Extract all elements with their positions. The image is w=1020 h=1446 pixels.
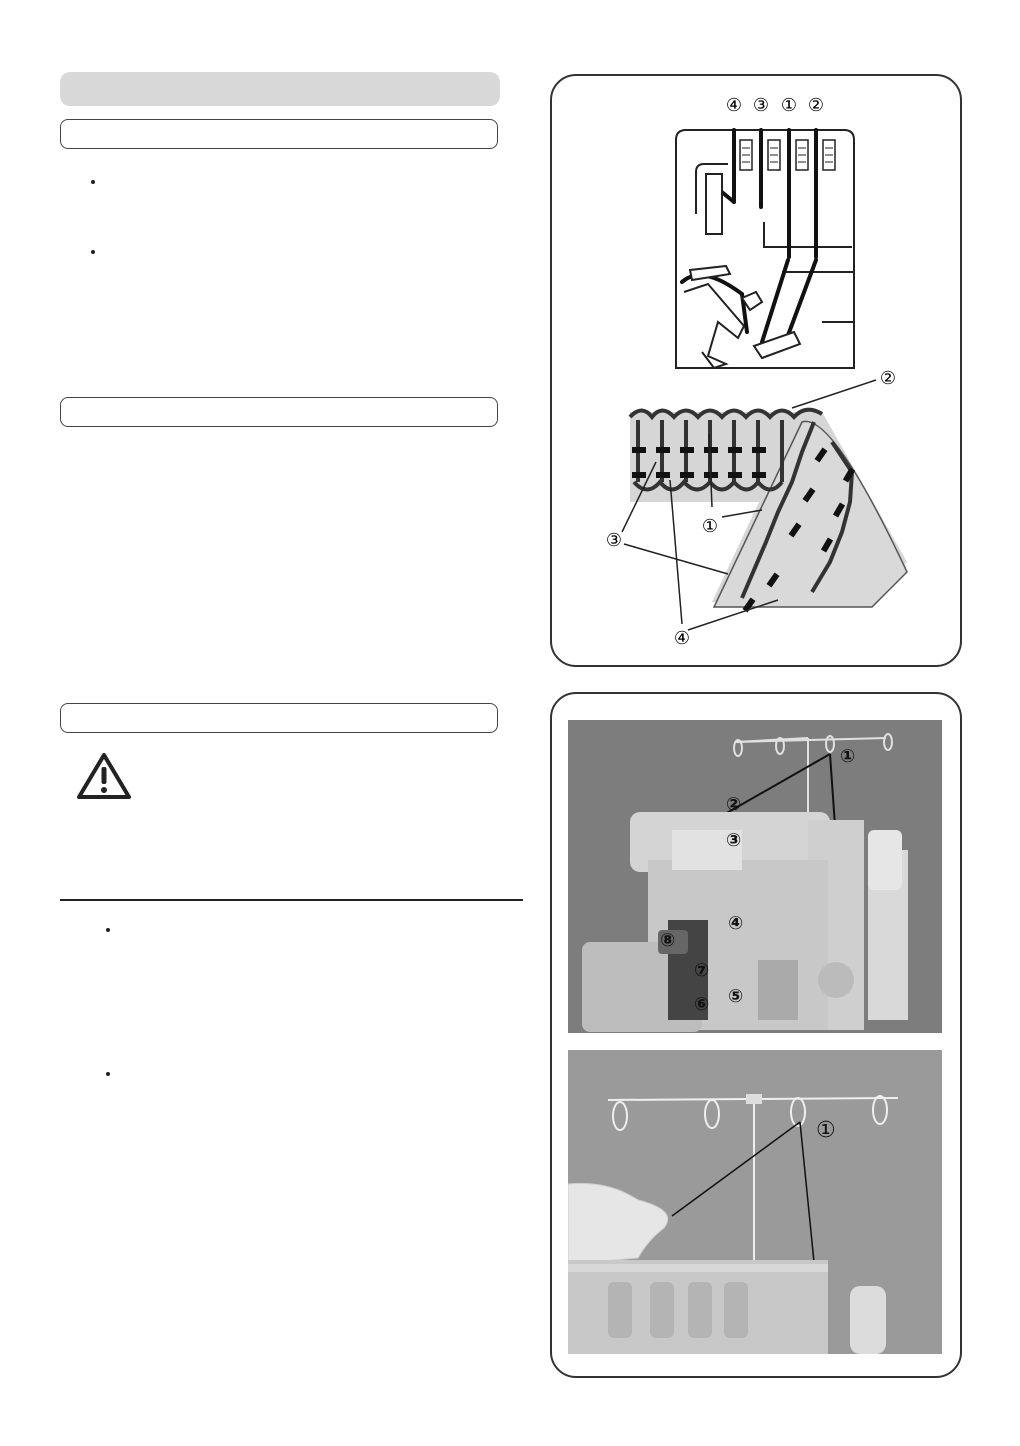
bullet-dot <box>91 180 95 184</box>
needle-marker: ② <box>807 95 825 116</box>
section-title-bar <box>60 72 500 106</box>
bullet-dot <box>106 1072 110 1076</box>
photo-marker: ④ <box>728 913 744 934</box>
warning-triangle-icon <box>76 752 132 800</box>
subheading-box-2 <box>60 397 498 427</box>
needle-marker: ③ <box>752 95 770 116</box>
thread-stand-photo <box>568 1050 942 1354</box>
divider-rule <box>60 899 523 901</box>
bullet-dot <box>91 250 95 254</box>
photo-marker: ⑥ <box>694 994 710 1015</box>
stitch-marker: ① <box>701 516 719 537</box>
machine-threading-photo <box>568 720 942 1033</box>
needle-marker: ① <box>780 95 798 116</box>
subheading-box-1 <box>60 119 498 149</box>
stitch-marker: ③ <box>605 530 623 551</box>
stitch-drawing <box>622 380 907 630</box>
photo-marker: ② <box>726 794 742 815</box>
stitch-marker: ④ <box>673 628 691 649</box>
photo-marker: ③ <box>726 830 742 851</box>
diagram-panel <box>550 74 962 667</box>
needle-marker: ④ <box>725 95 743 116</box>
subheading-box-3 <box>60 703 498 733</box>
stitch-marker: ② <box>879 368 897 389</box>
photo-marker: ⑤ <box>728 986 744 1007</box>
threading-diagram <box>552 76 964 669</box>
photo-marker: ⑦ <box>694 960 710 981</box>
photo-marker: ① <box>840 746 856 767</box>
photo-marker: ① <box>816 1118 836 1143</box>
photo-marker: ⑧ <box>660 930 676 951</box>
bullet-dot <box>106 928 110 932</box>
